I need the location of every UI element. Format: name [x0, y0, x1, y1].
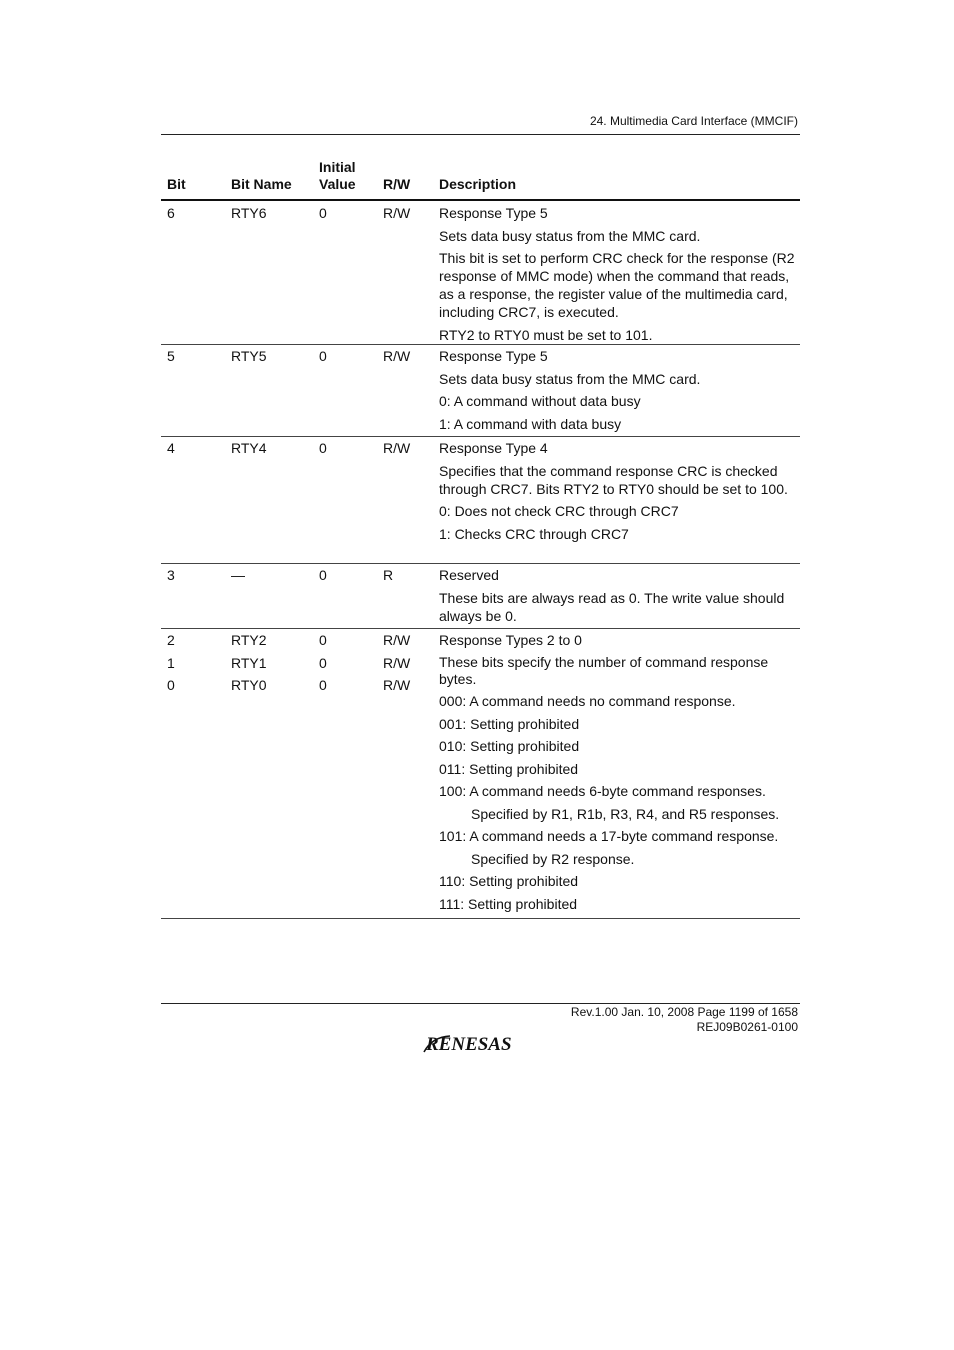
table-row [161, 629, 800, 919]
column-header-rw: R/W [383, 176, 411, 192]
read-write: R/W [383, 205, 411, 221]
bit-number: 5 [167, 348, 175, 364]
column-header-initial-line2: Value [319, 176, 356, 192]
description-line: These bits are always read as 0. The write value should always be 0. [439, 589, 785, 624]
bit-name: — [231, 567, 245, 583]
column-header-bit: Bit [167, 176, 186, 192]
description-line: 011: Setting prohibited [439, 760, 579, 777]
section-title: 24. Multimedia Card Interface (MMCIF) [589, 114, 798, 128]
initial-value: 0 [319, 440, 327, 456]
description-line: These bits specify the number of command response bytes. [439, 653, 769, 687]
initial-value: 0 [319, 348, 327, 364]
description [439, 631, 799, 917]
column-header-bit-name: Bit Name [231, 176, 292, 192]
bit-number: 6 [167, 205, 175, 221]
renesas-logo-icon [422, 1033, 542, 1055]
bit-number: 0 [167, 677, 175, 693]
description-line: 010: Setting prohibited [439, 738, 580, 754]
register-bit-table [161, 158, 800, 919]
bit-name: RTY1 [231, 654, 267, 671]
bit-name: RTY2 [231, 632, 267, 648]
table-row [161, 345, 800, 437]
description-line: This bit is set to perform CRC check for the response (R2 response of MMC mode) when the command that reads, as a response, the register value of the multimedia card, including CRC7, is executed. [439, 250, 795, 320]
read-write: R/W [383, 632, 411, 648]
description-line: Sets data busy status from the MMC card. [439, 370, 701, 387]
bit-numbers [167, 631, 175, 699]
bit-number: 3 [167, 567, 175, 583]
description [439, 439, 799, 547]
description-line: 111: Setting prohibited [439, 895, 578, 912]
description-line: 1: A command with data busy [439, 415, 622, 432]
description [439, 566, 799, 629]
bit-name: RTY4 [231, 440, 267, 456]
read-write: R/W [383, 348, 411, 364]
column-header-initial-line1: Initial [319, 159, 356, 175]
description [439, 204, 799, 348]
initial-values [319, 631, 327, 699]
initial-value: 0 [319, 677, 327, 693]
bit-name: RTY5 [231, 348, 267, 364]
description-line: 0: Does not check CRC through CRC7 [439, 503, 679, 519]
bit-number: 1 [167, 654, 175, 671]
bit-name: RTY0 [231, 677, 267, 693]
description-line: 100: A command needs 6-byte command responses. [439, 783, 766, 799]
description-line: Sets data busy status from the MMC card. [439, 227, 701, 244]
description-line: Response Types 2 to 0 [439, 632, 582, 648]
table-row [161, 201, 800, 345]
renesas-logo [422, 1033, 542, 1060]
table-header [161, 158, 800, 199]
description-line: 001: Setting prohibited [439, 715, 580, 732]
initial-value: 0 [319, 205, 327, 221]
initial-value: 0 [319, 567, 327, 583]
read-write-values [383, 631, 410, 699]
description-line: Reserved [439, 567, 499, 583]
read-write: R/W [383, 677, 411, 693]
footer-rule [161, 1003, 800, 1004]
column-header-initial-value [319, 159, 356, 193]
description-line: Specified by R1, R1b, R3, R4, and R5 responses. [471, 805, 780, 822]
description-line: Response Type 5 [439, 205, 548, 221]
description-line: 101: A command needs a 17-byte command response. [439, 828, 779, 844]
document-number: REJ09B0261-0100 [696, 1020, 798, 1034]
footer-info [571, 1005, 798, 1035]
bit-name: RTY6 [231, 205, 267, 221]
table-row [161, 437, 800, 564]
initial-value: 0 [319, 632, 327, 648]
column-header-description: Description [439, 176, 517, 192]
bit-number: 2 [167, 632, 175, 648]
table-row [161, 564, 800, 629]
read-write: R [383, 567, 394, 583]
read-write: R/W [383, 654, 411, 671]
initial-value: 0 [319, 654, 327, 671]
description [439, 347, 799, 437]
description-line: 0: A command without data busy [439, 393, 641, 409]
description-line: Response Type 4 [439, 440, 548, 456]
description-line: 000: A command needs no command response. [439, 693, 736, 709]
description-line: Specified by R2 response. [471, 850, 635, 867]
bit-number: 4 [167, 440, 175, 456]
description-line: RTY2 to RTY0 must be set to 101. [439, 326, 653, 343]
description-line: Response Type 5 [439, 348, 548, 364]
logo-text: RENESAS [426, 1034, 512, 1055]
description-line: 1: Checks CRC through CRC7 [439, 525, 629, 542]
revision-info: Rev.1.00 Jan. 10, 2008 Page 1199 of 1658 [570, 1005, 798, 1019]
read-write: R/W [383, 440, 411, 456]
bit-names [231, 631, 267, 699]
header-rule [161, 134, 800, 135]
description-line: Specifies that the command response CRC is checked through CRC7. Bits RTY2 to RTY0 should be set to 100. [439, 462, 788, 497]
description-line: 110: Setting prohibited [439, 873, 579, 889]
